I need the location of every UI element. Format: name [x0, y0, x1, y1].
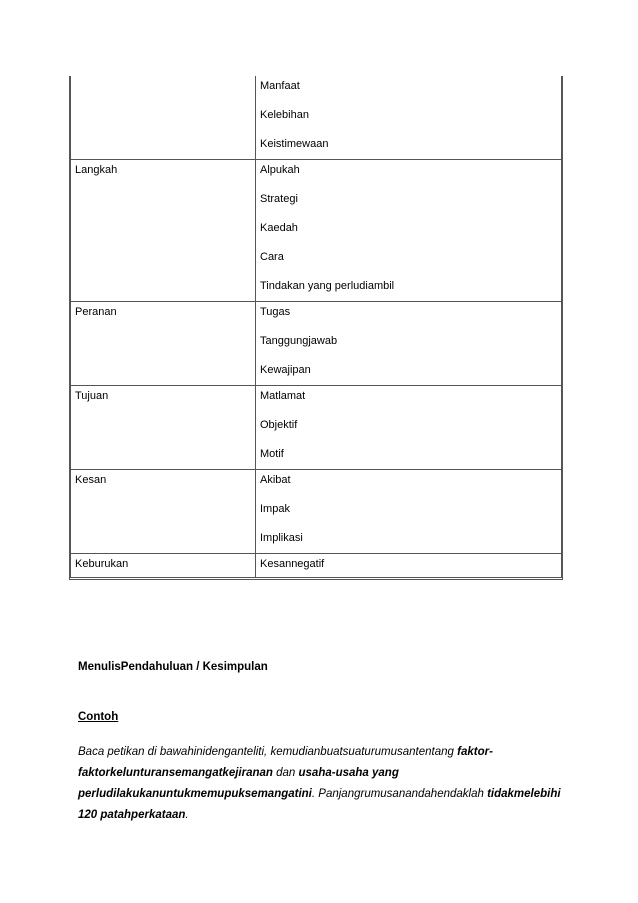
table-cell-term: Peranan	[75, 306, 117, 318]
synonym-item: Alpukah	[260, 164, 300, 176]
paragraph-bold-text: usaha-usaha yang perludilakukanuntukmemupuksemangatini	[78, 767, 399, 800]
synonym-item: Implikasi	[260, 532, 303, 544]
synonym-item: Manfaat	[260, 80, 300, 92]
synonym-item: Akibat	[260, 474, 291, 486]
table-cell-synonyms	[255, 470, 561, 553]
synonym-item: Cara	[260, 251, 284, 263]
synonym-item: Kelebihan	[260, 109, 309, 121]
synonym-item: Kewajipan	[260, 364, 311, 376]
synonym-item: Tanggungjawab	[260, 335, 338, 347]
table-cell-synonyms	[255, 160, 561, 301]
table-cell-term: Tujuan	[75, 390, 109, 402]
table-row	[69, 301, 563, 385]
paragraph-text: dan	[272, 767, 299, 779]
instruction-paragraph	[78, 742, 568, 826]
vocabulary-table	[69, 76, 563, 580]
paragraph-text: .	[185, 809, 189, 821]
table-row	[69, 159, 563, 301]
synonym-item: Tugas	[260, 306, 291, 318]
synonym-item: Motif	[260, 448, 284, 460]
table-row	[69, 385, 563, 469]
table-row	[69, 469, 563, 553]
synonym-item: Matlamat	[260, 390, 306, 402]
table-cell-synonyms	[255, 386, 561, 469]
table-row	[69, 76, 563, 159]
synonym-item: Impak	[260, 503, 290, 515]
table-cell-term	[71, 76, 255, 159]
synonym-item: Objektif	[260, 419, 298, 431]
paragraph-bold-text: tidakmelebihi 120 patahperkataan	[78, 788, 561, 821]
table-cell-synonyms	[255, 302, 561, 385]
paragraph-bold-text: faktor-faktorkelunturansemangatkejiranan	[78, 746, 493, 779]
synonym-item: Keistimewaan	[260, 138, 329, 150]
section-heading: MenulisPendahuluan / Kesimpulan	[78, 661, 268, 673]
paragraph-text: . Panjangrumusanandahendaklah	[311, 788, 488, 800]
synonym-item: Kesannegatif	[260, 558, 325, 570]
table-cell-synonyms	[255, 554, 561, 577]
paragraph-text: Baca petikan di bawahinidenganteliti, kemudianbuatsuaturumusantentang	[78, 746, 458, 758]
synonym-item: Kaedah	[260, 222, 298, 234]
table-cell-synonyms	[255, 76, 561, 159]
table-cell-term: Langkah	[75, 164, 118, 176]
table-row	[69, 553, 563, 580]
table-cell-term: Kesan	[75, 474, 107, 486]
synonym-item: Strategi	[260, 193, 298, 205]
synonym-item: Tindakan yang perludiambil	[260, 280, 395, 292]
table-cell-term: Keburukan	[75, 558, 129, 570]
example-label: Contoh	[78, 711, 119, 723]
